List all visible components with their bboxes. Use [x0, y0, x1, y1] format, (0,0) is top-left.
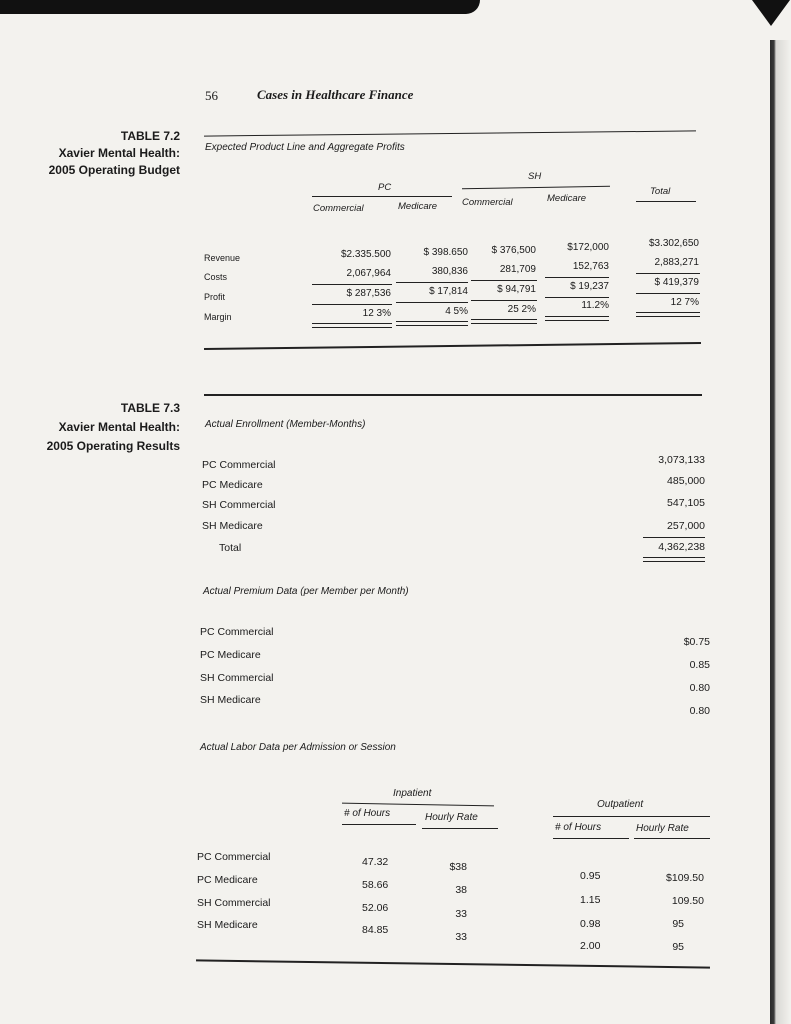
- cell-margin-pc-commercial: 12 3%: [362, 308, 391, 319]
- inpatient-group-rule: [342, 803, 494, 807]
- inpatient-col-rate: Hourly Rate: [425, 812, 478, 823]
- cell-profit-total: $ 419,379: [654, 277, 699, 288]
- cell-margin-pc-medicare: 4 5%: [445, 306, 468, 317]
- cell-revenue-total: $3.302,650: [648, 238, 699, 249]
- pc-group-rule: [312, 196, 452, 197]
- row-label-revenue: Revenue: [204, 253, 241, 263]
- table-7-3-subject: Xavier Mental Health:: [58, 420, 180, 434]
- costs-underline-pc-medicare: [396, 282, 468, 283]
- margin-double-rule-total: [636, 312, 700, 317]
- enrollment-label-sh-commercial: SH Commercial: [202, 499, 276, 511]
- labor-outpatient-rate-sh-commercial: 95: [672, 918, 684, 930]
- col-header-pc-medicare: Medicare: [398, 201, 438, 212]
- scan-corner-shadow: [752, 0, 790, 26]
- enrollment-caption: Actual Enrollment (Member-Months): [205, 419, 366, 430]
- cell-costs-sh-medicare: 152,763: [572, 261, 609, 272]
- premium-value-pc-medicare: 0.85: [689, 659, 710, 671]
- premium-value-sh-commercial: 0.80: [689, 682, 710, 694]
- labor-inpatient-rate-pc-medicare: 38: [455, 884, 467, 896]
- profit-underline-pc-commercial: [312, 304, 392, 305]
- enrollment-value-total: 4,362,238: [658, 541, 705, 553]
- cell-costs-pc-medicare: 380,836: [431, 266, 468, 277]
- cell-margin-sh-medicare: 11.2%: [581, 300, 609, 311]
- inpatient-col-hours: # of Hours: [344, 808, 391, 819]
- labor-label-sh-medicare: SH Medicare: [197, 919, 258, 931]
- labor-inpatient-hours-pc-commercial: 47.32: [362, 856, 389, 868]
- labor-inpatient-rate-sh-medicare: 33: [455, 931, 467, 943]
- cell-profit-pc-medicare: $ 17,814: [429, 286, 468, 297]
- table-7-2-bottom-rule: [204, 342, 701, 350]
- outpatient-col-rate: Hourly Rate: [636, 823, 689, 834]
- cell-revenue-pc-commercial: $2.335.500: [340, 249, 391, 260]
- outpatient-rate-header-rule: [634, 838, 710, 839]
- labor-outpatient-rate-sh-medicare: 95: [672, 941, 684, 953]
- profit-underline-sh-commercial: [471, 300, 537, 301]
- labor-inpatient-hours-sh-medicare: 84.85: [362, 924, 389, 936]
- margin-double-rule-pc-medicare: [396, 321, 468, 326]
- margin-double-rule-pc-commercial: [312, 323, 392, 328]
- labor-label-pc-commercial: PC Commercial: [197, 851, 271, 863]
- outpatient-hours-header-rule: [553, 838, 629, 839]
- premium-value-sh-medicare: 0.80: [689, 705, 710, 717]
- row-label-profit: Profit: [204, 292, 226, 302]
- cell-revenue-sh-commercial: $ 376,500: [491, 245, 536, 256]
- col-header-sh-medicare: Medicare: [547, 193, 587, 204]
- row-label-costs: Costs: [204, 272, 228, 282]
- labor-outpatient-hours-sh-medicare: 2.00: [580, 940, 601, 952]
- enrollment-label-pc-medicare: PC Medicare: [202, 479, 263, 491]
- enrollment-value-pc-commercial: 3,073,133: [658, 454, 705, 466]
- labor-outpatient-hours-sh-commercial: 0.98: [580, 918, 601, 930]
- cell-profit-sh-medicare: $ 19,237: [570, 281, 609, 292]
- sh-group-rule: [462, 186, 610, 190]
- cell-costs-sh-commercial: 281,709: [499, 264, 536, 275]
- book-spine-shadow: [770, 40, 791, 1024]
- costs-underline-total: [636, 273, 700, 274]
- cell-costs-total: 2,883,271: [654, 257, 699, 268]
- table-7-2-subject: Xavier Mental Health:: [58, 146, 180, 160]
- table-7-2-label: TABLE 7.2: [120, 129, 180, 143]
- inpatient-group-header: Inpatient: [393, 788, 432, 799]
- cell-margin-sh-commercial: 25 2%: [507, 304, 536, 315]
- enrollment-value-sh-commercial: 547,105: [667, 497, 705, 509]
- table-7-2-top-rule: [204, 130, 696, 136]
- premium-label-sh-medicare: SH Medicare: [200, 694, 261, 706]
- profit-underline-pc-medicare: [396, 302, 468, 303]
- labor-inpatient-rate-sh-commercial: 33: [455, 908, 467, 920]
- profit-underline-sh-medicare: [545, 297, 609, 298]
- table-7-2-name: 2005 Operating Budget: [48, 163, 180, 177]
- labor-outpatient-rate-pc-medicare: 109.50: [671, 895, 704, 907]
- enrollment-value-sh-medicare: 257,000: [667, 520, 705, 532]
- cell-revenue-pc-medicare: $ 398.650: [423, 247, 468, 258]
- cell-margin-total: 12 7%: [670, 297, 699, 308]
- row-label-margin: Margin: [204, 312, 232, 322]
- running-header-title: Cases in Healthcare Finance: [257, 87, 414, 102]
- premium-label-sh-commercial: SH Commercial: [200, 672, 274, 684]
- col-header-sh-commercial: Commercial: [462, 197, 513, 208]
- group-header-sh: SH: [528, 171, 542, 182]
- premium-label-pc-medicare: PC Medicare: [200, 649, 261, 661]
- outpatient-col-hours: # of Hours: [555, 822, 602, 833]
- table-7-3-bottom-rule: [196, 959, 710, 968]
- outpatient-group-rule: [553, 816, 710, 817]
- enrollment-sum-rule: [643, 537, 705, 538]
- premium-caption: Actual Premium Data (per Member per Month): [203, 586, 409, 597]
- enrollment-value-pc-medicare: 485,000: [667, 475, 705, 487]
- labor-caption: Actual Labor Data per Admission or Session: [200, 742, 396, 753]
- premium-label-pc-commercial: PC Commercial: [200, 626, 274, 638]
- premium-value-pc-commercial: $0.75: [683, 636, 710, 648]
- table-7-3-label: TABLE 7.3: [120, 401, 180, 415]
- costs-underline-sh-commercial: [471, 280, 537, 281]
- table-7-3-top-rule: [204, 394, 702, 396]
- cell-revenue-sh-medicare: $172,000: [567, 242, 609, 253]
- costs-underline-sh-medicare: [545, 277, 609, 278]
- cell-profit-sh-commercial: $ 94,791: [497, 284, 536, 295]
- labor-label-pc-medicare: PC Medicare: [197, 874, 258, 886]
- labor-outpatient-hours-pc-medicare: 1.15: [580, 894, 601, 906]
- col-header-total: Total: [650, 186, 671, 197]
- margin-double-rule-sh-medicare: [545, 316, 609, 321]
- group-header-pc: PC: [378, 182, 392, 193]
- col-header-pc-commercial: Commercial: [313, 203, 364, 214]
- cell-costs-pc-commercial: 2,067,964: [346, 268, 391, 279]
- margin-double-rule-sh-commercial: [471, 319, 537, 324]
- costs-underline-pc-commercial: [312, 284, 392, 285]
- enrollment-label-sh-medicare: SH Medicare: [202, 520, 263, 532]
- page-number: 56: [205, 88, 218, 103]
- labor-inpatient-hours-sh-commercial: 52.06: [362, 902, 389, 914]
- profit-underline-total: [636, 293, 700, 294]
- enrollment-label-total: Total: [219, 542, 242, 554]
- cell-profit-pc-commercial: $ 287,536: [346, 288, 391, 299]
- outpatient-group-header: Outpatient: [597, 799, 644, 810]
- labor-label-sh-commercial: SH Commercial: [197, 897, 271, 909]
- labor-outpatient-rate-pc-commercial: $109.50: [666, 872, 704, 884]
- inpatient-hours-header-rule: [342, 824, 416, 825]
- table-7-3-name: 2005 Operating Results: [46, 439, 180, 453]
- total-header-rule: [636, 201, 696, 202]
- scan-dark-edge: [0, 0, 480, 14]
- enrollment-label-pc-commercial: PC Commercial: [202, 459, 276, 471]
- labor-inpatient-hours-pc-medicare: 58.66: [362, 879, 389, 891]
- inpatient-rate-header-rule: [422, 828, 498, 829]
- labor-outpatient-hours-pc-commercial: 0.95: [580, 870, 601, 882]
- table-7-2-caption: Expected Product Line and Aggregate Profits: [205, 142, 405, 153]
- labor-inpatient-rate-pc-commercial: $38: [449, 861, 467, 873]
- enrollment-total-double-rule: [643, 557, 705, 562]
